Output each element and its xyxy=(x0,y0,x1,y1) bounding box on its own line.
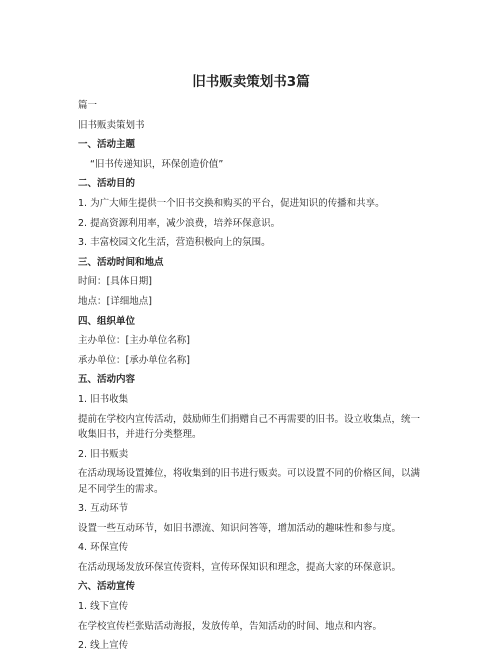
section-heading-organization: 四、组织单位 xyxy=(78,315,136,327)
section-heading-theme: 一、活动主题 xyxy=(78,139,136,151)
section-heading-content: 五、活动内容 xyxy=(78,374,136,386)
content-item-2-text: 在活动现场设置摊位，将收集到的旧书进行贩卖。可以设置不同的价格区间，以满足不同学生的需求。 xyxy=(78,468,421,495)
content-item-2-title: 2. 旧书贩卖 xyxy=(78,448,129,460)
section-heading-time-place: 三、活动时间和地点 xyxy=(78,256,164,268)
part-label: 篇一 xyxy=(78,100,98,111)
document-body xyxy=(78,96,423,656)
content-item-3-title: 3. 互动环节 xyxy=(78,503,129,515)
promo-item-2-title: 2. 线上宣传 xyxy=(78,640,129,652)
goal-item-3: 3. 丰富校园文化生活，营造积极向上的氛围。 xyxy=(78,237,271,249)
promo-item-1-title: 1. 线下宣传 xyxy=(78,601,129,613)
document-title: 旧书贩卖策划书3篇 xyxy=(192,74,310,90)
theme-text: “旧书传递知识，环保创造价值” xyxy=(90,158,224,170)
goal-item-1: 1. 为广大师生提供一个旧书交换和购买的平台，促进知识的传播和共享。 xyxy=(78,197,385,209)
document-subtitle: 旧书贩卖策划书 xyxy=(78,119,145,131)
section-heading-goal: 二、活动目的 xyxy=(78,178,136,190)
host-text: 主办单位：[主办单位名称] xyxy=(78,335,190,347)
section-heading-promotion: 六、活动宣传 xyxy=(78,581,136,593)
content-item-3-text: 设置一些互动环节，如旧书漂流、知识问答等，增加活动的趣味性和参与度。 xyxy=(78,522,402,534)
content-item-1-title: 1. 旧书收集 xyxy=(78,393,129,405)
organizer-text: 承办单位：[承办单位名称] xyxy=(78,354,190,366)
content-item-4-text: 在活动现场发放环保宣传资料，宣传环保知识和理念，提高大家的环保意识。 xyxy=(78,561,402,573)
place-text: 地点：[详细地点] xyxy=(78,295,152,307)
promo-item-1-text: 在学校宣传栏张贴活动海报，发放传单，告知活动的时间、地点和内容。 xyxy=(78,620,383,632)
time-text: 时间：[具体日期] xyxy=(78,276,152,288)
content-item-4-title: 4. 环保宣传 xyxy=(78,542,129,554)
content-item-1-text: 提前在学校内宣传活动，鼓励师生们捐赠自己不再需要的旧书。设立收集点，统一收集旧书，并进行分类整理。 xyxy=(78,413,421,440)
goal-item-2: 2. 提高资源利用率，减少浪费，培养环保意识。 xyxy=(78,217,281,229)
